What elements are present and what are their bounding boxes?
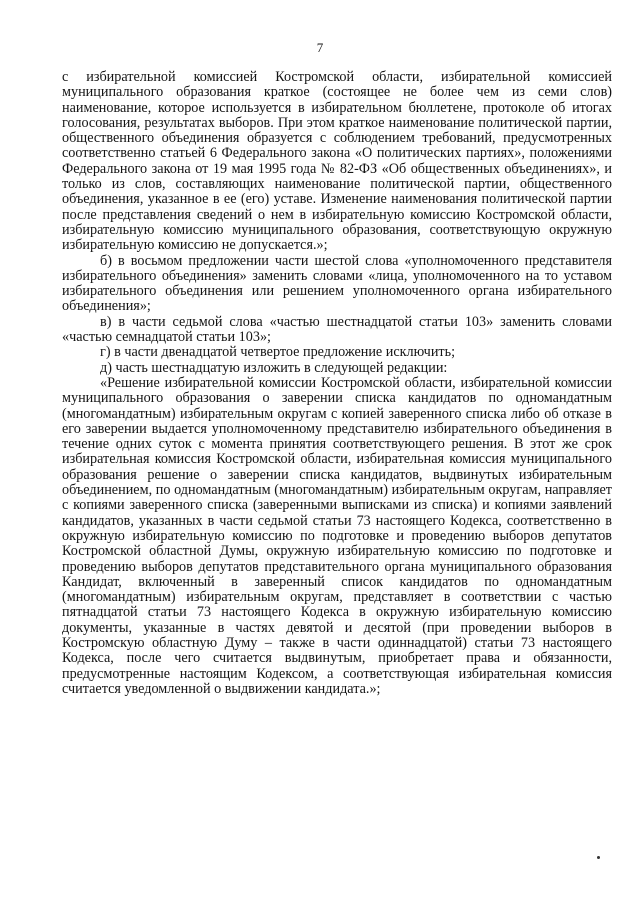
paragraph-intro: с избирательной комиссией Костромской области, избирательной комиссией муниципального образования краткое (состоящее не более чем из семи слов) наименование, которое используется в избирательном бюллетене, протоколе об итогах голосования, результатах выборов. При этом краткое наименование политической партии, общественного объединения образуется с соблюдением требований, предусмотренных соответственно статьей 6 Федерального закона «О политических партиях», положениями Федерального закона от 19 мая 1995 года № 82-ФЗ «Об общественных объединениях», и только из слов, составляющих наименование политической партии, общественного объединения, указанное в ее (его) уставе. Изменение наименования политической партии после представления сведений о нем в избирательную комиссию Костромской области, избирательную комиссию муниципального образования, соответствующую окружную избирательную комиссию не допускается.»; — [62, 69, 612, 254]
page-number: 7 — [316, 40, 324, 55]
paragraph-new-text: «Решение избирательной комиссии Костромской области, избирательной комиссии муниципального образования о заверении списка кандидатов по одномандатным (многомандатным) избирательным округам с копией заверенного списка либо об отказе в его заверении выдается уполномоченному представителю избирательного объединения в течение одних суток с момента принятия соответствующего решения. В этот же срок избирательная комиссия Костромской области, избирательная комиссия муниципального образования решение о заверении списка кандидатов, выдвинутых избирательным объединением, по одномандатным (многомандатным) избирательным округам, направляет с копиями заверенного списка (заверенными выписками из списка) и копиями заявлений кандидатов, указанных в части седьмой статьи 73 настоящего Кодекса, соответственно в окружную избирательную комиссию по подготовке и проведению выборов депутатов Костромской областной Думы, окружную избирательную комиссию по подготовке и проведению выборов депутатов представительного органа муниципального образования Кандидат, включенный в заверенный список кандидатов по одномандатным (многомандатным) избирательным округам, представляет в соответствии с частью пятнадцатой статьи 73 настоящего Кодекса в окружную избирательную комиссию документы, указанные в частях девятой и десятой (при проведении выборов в Костромскую областную Думу – также в части одиннадцатой) статьи 73 настоящего Кодекса, после чего считается выдвинутым, приобретает права и обязанности, предусмотренные настоящим Кодексом, а соответствующая избирательная комиссия считается уведомленной о выдвижении кандидата.»; — [62, 374, 612, 697]
document-body — [62, 70, 612, 697]
paragraph-item-g: г) в части двенадцатой четвертое предложение исключить; — [100, 344, 456, 361]
paragraph-item-d: д) часть шестнадцатую изложить в следующей редакции: — [100, 359, 448, 376]
scan-speck — [597, 856, 600, 859]
paragraph-item-b: б) в восьмом предложении части шестой слова «уполномоченного представителя избирательного объединения» заменить словами «лица, уполномоченного на то уставом избирательного объединения или решением уполномоченного органа избирательного объединения»; — [62, 252, 612, 315]
paragraph-item-v: в) в части седьмой слова «частью шестнадцатой статьи 103» заменить словами «частью семнадцатой статьи 103»; — [62, 313, 612, 346]
